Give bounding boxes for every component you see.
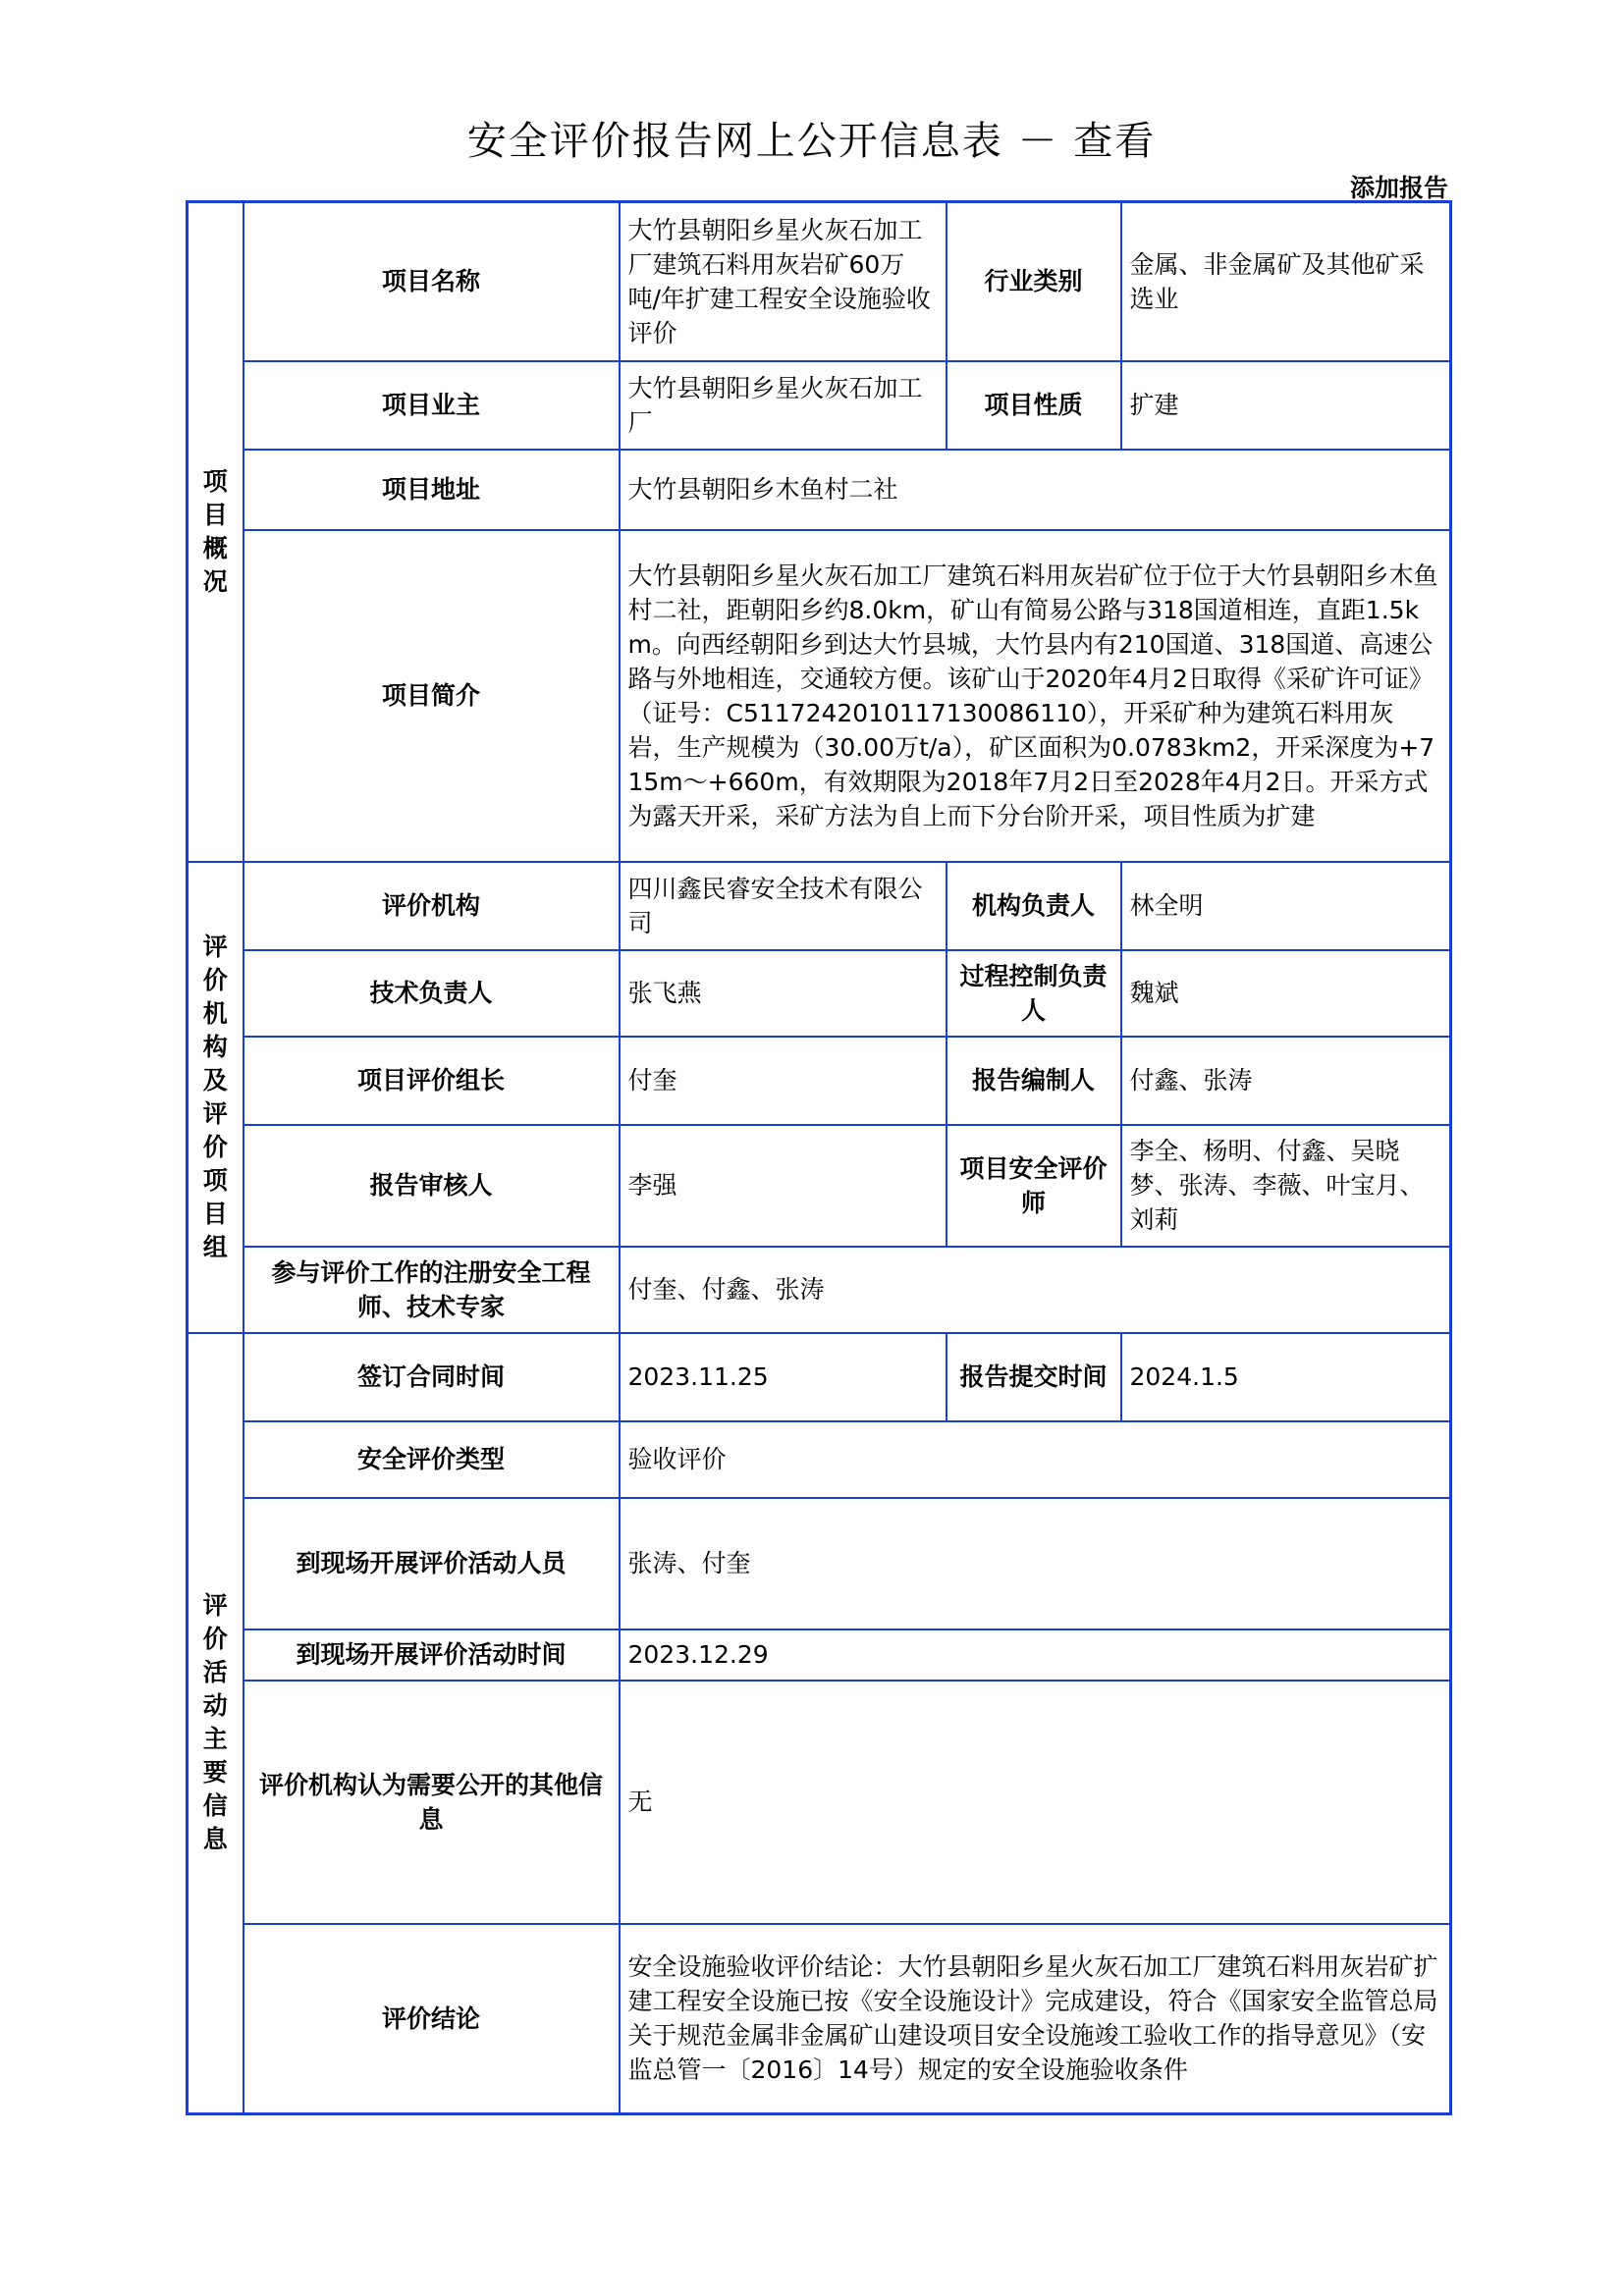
row-eval-type [188, 1421, 1451, 1498]
value-agency-head: 林全明 [1121, 862, 1451, 950]
value-project-address: 大竹县朝阳乡木鱼村二社 [620, 450, 1451, 530]
label-safety-assessor: 项目安全评价师 [947, 1125, 1121, 1247]
value-tech-lead: 张飞燕 [620, 950, 947, 1037]
value-project-nature: 扩建 [1121, 361, 1451, 450]
row-project-intro [188, 530, 1451, 862]
label-submit-date: 报告提交时间 [947, 1333, 1121, 1421]
row-reviewer [188, 1125, 1451, 1247]
row-other-info [188, 1681, 1451, 1924]
value-project-intro: 大竹县朝阳乡星火灰石加工厂建筑石料用灰岩矿位于位于大竹县朝阳乡木鱼村二社，距朝阳乡约8.0km，矿山有简易公路与318国道相连，直距1.5km。向西经朝阳乡到达大竹县城，大竹县内有210国道、318国道、高速公路与外地相连，交通较方便。该矿山于2020年4月2日取得《采矿许可证》（证号：C5117242010117130086110），开采矿种为建筑石料用灰岩，生产规模为（30.00万t/a），矿区面积为0.0783km2，开采深度为+715m～+660m，有效期限为2018年7月2日至2028年4月2日。开采方式为露天开采，采矿方法为自上而下分台阶开采，项目性质为扩建 [620, 530, 1451, 862]
label-project-name: 项目名称 [243, 202, 620, 361]
value-industry: 金属、非金属矿及其他矿采选业 [1121, 202, 1451, 361]
row-tech-lead [188, 950, 1451, 1037]
label-report-writer: 报告编制人 [947, 1037, 1121, 1125]
row-agency [188, 862, 1451, 950]
value-team-leader: 付奎 [620, 1037, 947, 1125]
label-project-address: 项目地址 [243, 450, 620, 530]
value-conclusion: 安全设施验收评价结论：大竹县朝阳乡星火灰石加工厂建筑石料用灰岩矿扩建工程安全设施已按《安全设施设计》完成建设，符合《国家安全监管总局关于规范金属非金属矿山建设项目安全设施竣工验收工作的指导意见》（安监总管一〔2016〕14号）规定的安全设施验收条件 [620, 1924, 1451, 2114]
label-report-reviewer: 报告审核人 [243, 1125, 620, 1247]
section-activity: 评价活动主要信息 [188, 1333, 243, 2114]
row-contract [188, 1333, 1451, 1421]
row-project-address [188, 450, 1451, 530]
value-project-name: 大竹县朝阳乡星火灰石加工厂建筑石料用灰岩矿60万吨/年扩建工程安全设施验收评价 [620, 202, 947, 361]
label-project-owner: 项目业主 [243, 361, 620, 450]
section-overview: 项目概况 [188, 202, 243, 862]
page-title: 安全评价报告网上公开信息表 － 查看 [466, 119, 1157, 164]
section-org: 评价机构及评价项目组 [188, 862, 243, 1333]
label-agency: 评价机构 [243, 862, 620, 950]
label-contract-date: 签订合同时间 [243, 1333, 620, 1421]
row-team-leader [188, 1037, 1451, 1125]
row-engineers [188, 1247, 1451, 1333]
label-other-info: 评价机构认为需要公开的其他信息 [243, 1681, 620, 1924]
label-agency-head: 机构负责人 [947, 862, 1121, 950]
value-engineers: 付奎、付鑫、张涛 [620, 1247, 1451, 1333]
row-project-owner [188, 361, 1451, 450]
info-table [186, 200, 1452, 2115]
row-project-name [188, 202, 1451, 361]
label-team-leader: 项目评价组长 [243, 1037, 620, 1125]
value-other-info: 无 [620, 1681, 1451, 1924]
value-onsite-people: 张涛、付奎 [620, 1498, 1451, 1629]
value-report-reviewer: 李强 [620, 1125, 947, 1247]
label-engineers: 参与评价工作的注册安全工程师、技术专家 [243, 1247, 620, 1333]
value-report-writer: 付鑫、张涛 [1121, 1037, 1451, 1125]
value-project-owner: 大竹县朝阳乡星火灰石加工厂 [620, 361, 947, 450]
value-safety-assessor: 李全、杨明、付鑫、吴晓梦、张涛、李薇、叶宝月、刘莉 [1121, 1125, 1451, 1247]
value-onsite-time: 2023.12.29 [620, 1629, 1451, 1681]
value-eval-type: 验收评价 [620, 1421, 1451, 1498]
label-industry: 行业类别 [947, 202, 1121, 361]
row-onsite-time [188, 1629, 1451, 1681]
label-project-nature: 项目性质 [947, 361, 1121, 450]
label-conclusion: 评价结论 [243, 1924, 620, 2114]
label-tech-lead: 技术负责人 [243, 950, 620, 1037]
label-onsite-people: 到现场开展评价活动人员 [243, 1498, 620, 1629]
label-onsite-time: 到现场开展评价活动时间 [243, 1629, 620, 1681]
add-report-link[interactable]: 添加报告 [1349, 174, 1448, 202]
row-conclusion [188, 1924, 1451, 2114]
label-eval-type: 安全评价类型 [243, 1421, 620, 1498]
value-submit-date: 2024.1.5 [1121, 1333, 1451, 1421]
value-contract-date: 2023.11.25 [620, 1333, 947, 1421]
label-project-intro: 项目简介 [243, 530, 620, 862]
value-process-lead: 魏斌 [1121, 950, 1451, 1037]
label-process-lead: 过程控制负责人 [947, 950, 1121, 1037]
row-onsite-people [188, 1498, 1451, 1629]
value-agency: 四川鑫民睿安全技术有限公司 [620, 862, 947, 950]
